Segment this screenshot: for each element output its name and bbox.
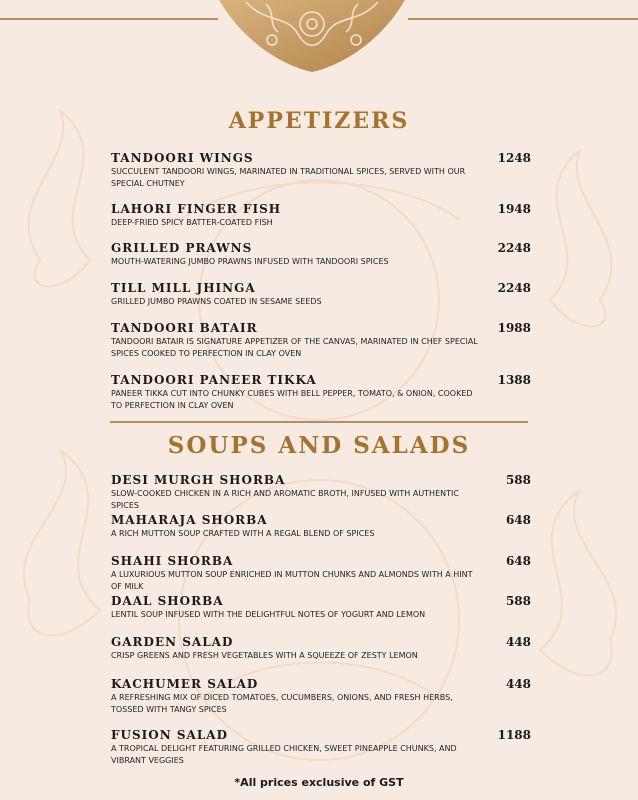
item-name: LAHORI FINGER FISH — [111, 202, 282, 216]
item-description: SUCCULENT TANDOORI WINGS, MARINATED IN TRADITIONAL SPICES, SERVED WITH OUR SPECIAL CHUTNEY — [111, 167, 466, 188]
menu-item-tandoori-paneer-tikka — [111, 373, 531, 412]
item-price: 1388 — [497, 373, 531, 387]
item-description: CRISP GREENS AND FRESH VEGETABLES WITH A SQUEEZE OF ZESTY LEMON — [111, 651, 418, 660]
item-name: DAAL SHORBA — [111, 594, 224, 608]
item-description: DEEP-FRIED SPICY BATTER-COATED FISH — [111, 218, 273, 227]
menu-item-tandoori-wings — [111, 151, 531, 190]
item-price: 448 — [505, 677, 531, 691]
item-price: 648 — [505, 554, 531, 568]
menu-item-grilled-prawns — [111, 241, 531, 268]
floral-ornament-icon — [206, 0, 418, 74]
item-price: 588 — [505, 473, 531, 487]
item-description: GRILLED JUMBO PRAWNS COATED IN SESAME SEEDS — [111, 297, 322, 306]
item-name: SHAHI SHORBA — [111, 554, 234, 568]
item-name: FUSION SALAD — [111, 728, 228, 742]
top-rule-left — [0, 18, 218, 20]
menu-item-tandoori-batair — [111, 321, 531, 360]
item-description: LENTIL SOUP INFUSED WITH THE DELIGHTFUL NOTES OF YOGURT AND LEMON — [111, 610, 426, 619]
top-rule-right — [408, 18, 638, 20]
item-name: TILL MILL JHINGA — [111, 281, 256, 295]
appetizers-heading: APPETIZERS — [228, 108, 410, 134]
item-description: A REFRESHING MIX OF DICED TOMATOES, CUCUMBERS, ONIONS, AND FRESH HERBS, TOSSED WITH TANGY SPICES — [111, 693, 453, 714]
item-description: TANDOORI BATAIR IS SIGNATURE APPETIZER OF THE CANVAS, MARINATED IN CHEF SPECIAL SPICES COOKED TO PERFECTION IN CLAY OVEN — [111, 337, 478, 358]
item-price: 1948 — [497, 202, 531, 216]
item-description: A LUXURIOUS MUTTON SOUP ENRICHED IN MUTTON CHUNKS AND ALMONDS WITH A HINT OF MILK — [111, 570, 473, 591]
item-name: MAHARAJA SHORBA — [111, 513, 268, 527]
menu-item-shahi-shorba — [111, 554, 531, 593]
item-name: TANDOORI WINGS — [111, 151, 254, 165]
item-description: A TROPICAL DELIGHT FEATURING GRILLED CHICKEN, SWEET PINEAPPLE CHUNKS, AND VIBRANT VEGGIES — [111, 744, 457, 765]
item-name: DESI MURGH SHORBA — [111, 473, 286, 487]
item-price: 648 — [505, 513, 531, 527]
menu-item-garden-salad — [111, 635, 531, 662]
item-name: GARDEN SALAD — [111, 635, 234, 649]
item-price: 1188 — [497, 728, 531, 742]
item-name: TANDOORI PANEER TIKKA — [111, 373, 317, 387]
item-price: 1248 — [497, 151, 531, 165]
item-description: MOUTH-WATERING JUMBO PRAWNS INFUSED WITH TANDOORI SPICES — [111, 257, 389, 266]
item-description: SLOW-COOKED CHICKEN IN A RICH AND AROMATIC BROTH, INFUSED WITH AUTHENTIC SPICES — [111, 489, 459, 510]
item-name: TANDOORI BATAIR — [111, 321, 258, 335]
item-price: 2248 — [497, 281, 531, 295]
soups-and-salads-heading: SOUPS AND SALADS — [167, 432, 471, 459]
item-price: 1988 — [497, 321, 531, 335]
item-name: KACHUMER SALAD — [111, 677, 259, 691]
menu-item-lahori-finger-fish — [111, 202, 531, 229]
menu-item-kachumer-salad — [111, 677, 531, 716]
section-divider — [110, 421, 528, 423]
menu-item-till-mill-jhinga — [111, 281, 531, 308]
gst-footnote: *All prices exclusive of GST — [234, 776, 404, 789]
item-price: 448 — [505, 635, 531, 649]
item-name: GRILLED PRAWNS — [111, 241, 253, 255]
menu-item-desi-murgh-shorba — [111, 473, 531, 512]
menu-item-daal-shorba — [111, 594, 531, 621]
item-description: PANEER TIKKA CUT INTO CHUNKY CUBES WITH BELL PEPPER, TOMATO, & ONION, COOKED TO PERFECTION IN CLAY OVEN — [111, 389, 473, 410]
item-price: 2248 — [497, 241, 531, 255]
item-description: A RICH MUTTON SOUP CRAFTED WITH A REGAL BLEND OF SPICES — [111, 529, 375, 538]
menu-item-fusion-salad — [111, 728, 531, 767]
menu-item-maharaja-shorba — [111, 513, 531, 540]
item-price: 588 — [505, 594, 531, 608]
